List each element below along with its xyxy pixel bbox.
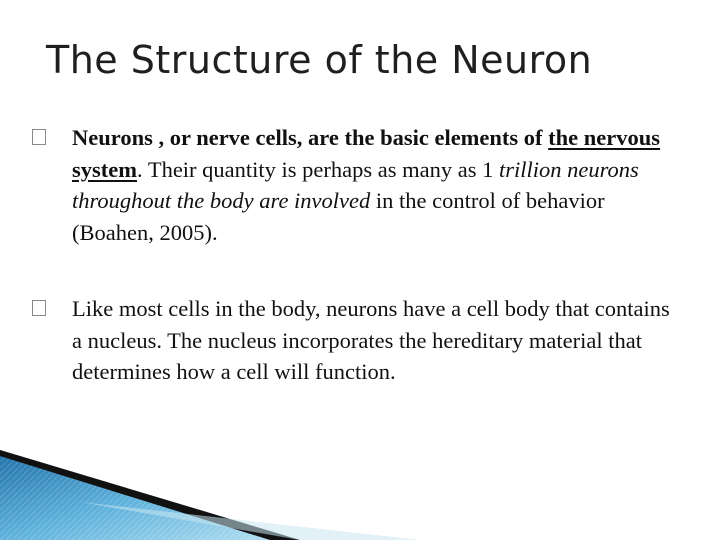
bullet-marker-icon xyxy=(32,300,46,316)
bullet-marker-icon xyxy=(32,129,46,145)
bold-term-neurons: Neurons xyxy=(72,125,153,150)
plain-text: . Their quantity is perhaps as many as 1 xyxy=(136,156,499,182)
bullet-item-cell-body xyxy=(32,293,682,388)
corner-decoration xyxy=(0,450,720,540)
bullet-text xyxy=(72,122,682,248)
bullet-item-neurons xyxy=(32,122,682,248)
bold-definition: , or nerve cells, are the basic elements of xyxy=(152,125,549,150)
bullet-text: Like most cells in the body, neurons have a cell body that contains a nucleus. The nucleus incorporates the hereditary material that determines how a cell will function. xyxy=(72,296,670,384)
bold-underlined-term: the nervous system xyxy=(72,125,661,182)
italic-text: trillion neurons throughout the body are involved xyxy=(72,156,639,213)
slide-title: The Structure of the Neuron xyxy=(46,38,593,82)
plain-text-citation: in the control of behavior (Boahen, 2005). xyxy=(72,188,605,245)
